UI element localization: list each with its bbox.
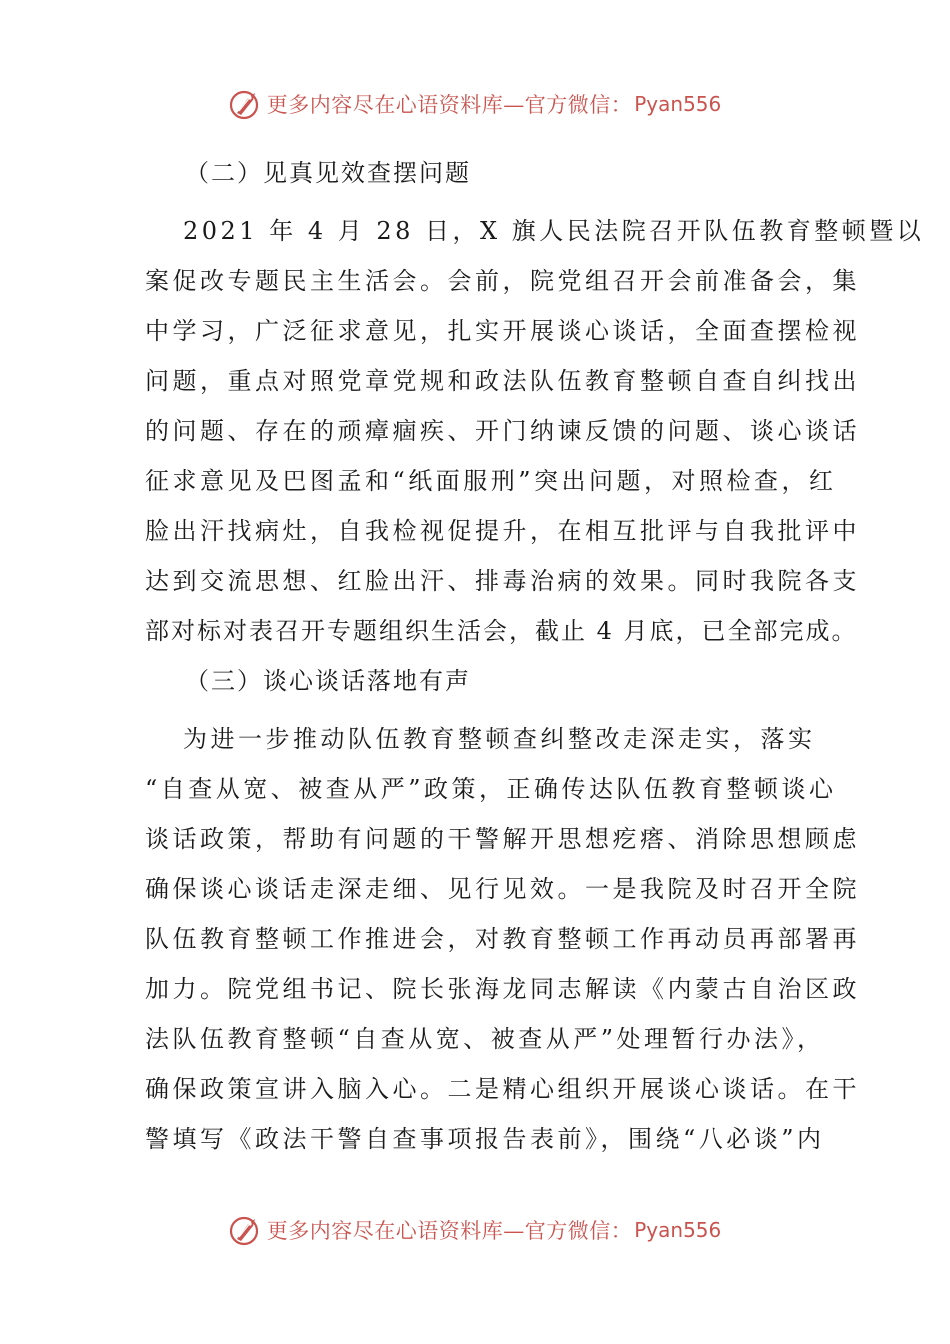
watermark-wechat-id: Pyan556 — [634, 1218, 722, 1242]
watermark-text: 更多内容尽在心语资料库—官方微信： — [266, 1219, 633, 1243]
paragraph-line: 确保政策宣讲入脑入心。二是精心组织开展谈心谈话。在干 — [145, 1075, 860, 1103]
pen-nib-logo-icon — [229, 87, 263, 121]
section-heading-3: （三）谈心谈话落地有声 — [185, 667, 471, 695]
watermark-text: 更多内容尽在心语资料库—官方微信： — [266, 93, 633, 117]
paragraph-line: 征求意见及巴图孟和“纸面服刑”突出问题，对照检查，红 — [145, 467, 837, 495]
watermark-header — [0, 84, 950, 124]
paragraph-line: 中学习，广泛征求意见，扎实开展谈心谈话，全面查摆检视 — [145, 317, 860, 345]
paragraph-line: 加力。院党组书记、院长张海龙同志解读《内蒙古自治区政 — [145, 975, 860, 1003]
paragraph-line: 案促改专题民主生活会。会前，院党组召开会前准备会，集 — [145, 267, 860, 295]
paragraph-line: 的问题、存在的顽瘴痼疾、开门纳谏反馈的问题、谈心谈话 — [145, 417, 860, 445]
paragraph-2 — [145, 714, 860, 1164]
paragraph-line: 部对标对表召开专题组织生活会，截止 4 月底，已全部完成。 — [145, 617, 858, 645]
pen-nib-logo-icon — [229, 1213, 263, 1247]
document-body — [145, 148, 925, 1164]
section-heading-2: （二）见真见效查摆问题 — [185, 159, 471, 187]
paragraph-1 — [145, 206, 925, 656]
paragraph-line: 2021 年 4 月 28 日，X 旗人民法院召开队伍教育整顿暨以 — [183, 217, 925, 245]
paragraph-line: 队伍教育整顿工作推进会，对教育整顿工作再动员再部署再 — [145, 925, 860, 953]
paragraph-line: 谈话政策，帮助有问题的干警解开思想疙瘩、消除思想顾虑 — [145, 825, 860, 853]
paragraph-line: 确保谈心谈话走深走细、见行见效。一是我院及时召开全院 — [145, 875, 860, 903]
paragraph-line: “自查从宽、被查从严”政策，正确传达队伍教育整顿谈心 — [145, 775, 837, 803]
paragraph-line: 警填写《政法干警自查事项报告表前》，围绕“八必谈”内 — [145, 1125, 825, 1153]
paragraph-line: 问题，重点对照党章党规和政法队伍教育整顿自查自纠找出 — [145, 367, 860, 395]
paragraph-line: 脸出汗找病灶，自我检视促提升，在相互批评与自我批评中 — [145, 517, 860, 545]
paragraph-line: 达到交流思想、红脸出汗、排毒治病的效果。同时我院各支 — [145, 567, 860, 595]
paragraph-line: 法队伍教育整顿“自查从宽、被查从严”处理暂行办法》， — [145, 1025, 825, 1053]
watermark-footer — [0, 1210, 950, 1250]
paragraph-line: 为进一步推动队伍教育整顿查纠整改走深走实，落实 — [183, 725, 816, 753]
watermark-wechat-id: Pyan556 — [634, 92, 722, 116]
